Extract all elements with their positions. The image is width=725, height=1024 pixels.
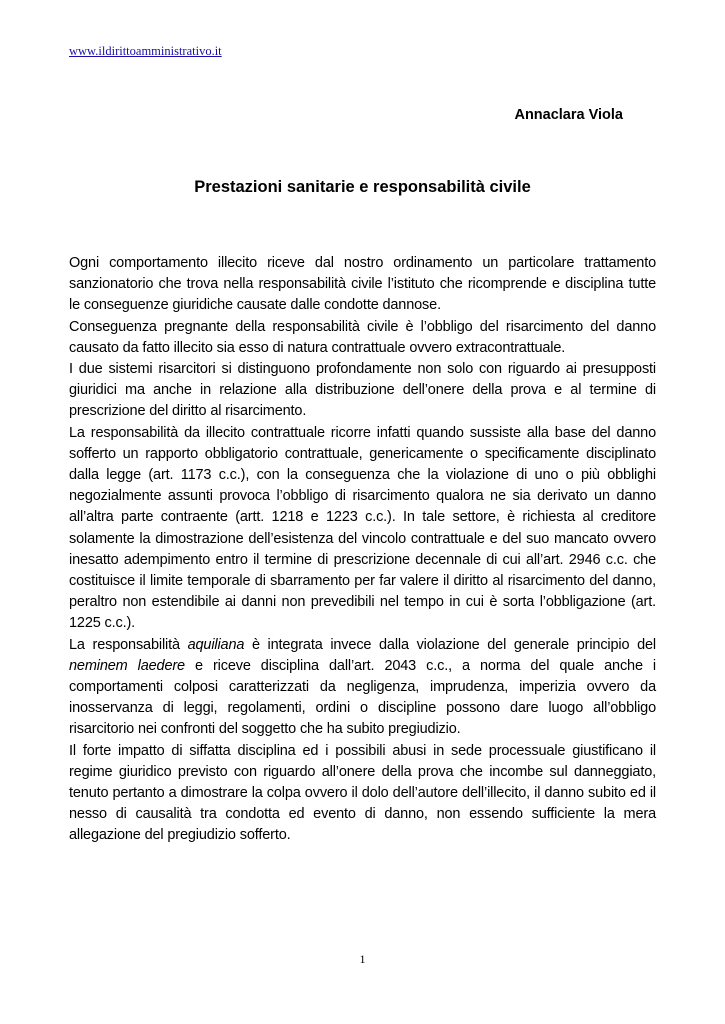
italic-term: neminem laedere <box>69 657 185 674</box>
body-paragraph <box>69 359 656 423</box>
paragraph-text: Ogni comportamento illecito riceve dal nostro ordinamento un particolare trattamento sanzionatorio che trova nella responsabilità civile l’istituto che ricomprende e disciplina tutte le conseguenze giuridiche causate dalle condotte dannose. <box>69 255 656 314</box>
italic-term: aquiliana <box>187 636 245 653</box>
author-name: Annaclara Viola <box>514 107 623 123</box>
site-link[interactable]: www.ildirittoamministrativo.it <box>69 44 222 58</box>
document-body <box>69 253 656 847</box>
body-paragraph <box>69 423 656 635</box>
paragraph-text: Il forte impatto di siffatta disciplina ed i possibili abusi in sede processuale giustificano il regime giuridico previsto con riguardo all’onere della prova che incombe sul danneggiato, tenuto pertanto a dimostrare la colpa ovvero il dolo dell’autore dell’illecito, il danno subito ed il nesso di causalità tra condotta ed evento di danno, non essendo sufficiente la mera allegazione del pregiudizio sofferto. <box>69 742 656 844</box>
paragraph-text: I due sistemi risarcitori si distinguono profondamente non solo con riguardo ai presupposti giuridici ma anche in relazione alla distribuzione dell’onere della prova e al termine di prescrizione del diritto al risarcimento. <box>69 361 656 420</box>
paragraph-text: è integrata invece dalla violazione del generale principio del <box>244 636 656 653</box>
paragraph-text: Conseguenza pregnante della responsabilità civile è l’obbligo del risarcimento del danno causato da fatto illecito sia esso di natura contrattuale ovvero extracontrattuale. <box>69 318 656 356</box>
body-paragraph <box>69 635 656 741</box>
body-paragraph <box>69 741 656 847</box>
body-paragraph <box>69 253 656 317</box>
page-number: 1 <box>359 952 366 966</box>
paragraph-text: La responsabilità da illecito contrattuale ricorre infatti quando sussiste alla base del danno sofferto un rapporto obbligatorio contrattuale, genericamente o specificamente disciplinato dalla legge (art. 1173 c.c.), con la conseguenza che la violazione di uno o più obblighi negozialmente assunti provoca l’obbligo di risarcimento qualora ne sia derivato un danno all’altra parte contraente (artt. 1218 e 1223 c.c.). In tale settore, è richiesta al creditore solamente la dimostrazione dell’esistenza del vincolo contrattuale e del suo mancato ovvero inesatto adempimento entro il termine di prescrizione decennale di cui all’art. 2946 c.c. che costituisce il limite temporale di sbarramento per far valere il diritto al risarcimento del danno, peraltro non estendibile ai danni non prevedibili nel tempo in cui è sorta l’obbligazione (art. 1225 c.c.). <box>69 424 656 632</box>
document-title: Prestazioni sanitarie e responsabilità civile <box>194 178 531 196</box>
body-paragraph <box>69 317 656 359</box>
paragraph-text: e riceve disciplina dall’art. 2043 c.c., a norma del quale anche i comportamenti colposi caratterizzati da negligenza, imprudenza, imperizia ovvero da inosservanza di leggi, regolamenti, ordini o discipline possono dare luogo all’obbligo risarcitorio nei confronti del soggetto che ha subito pregiudizio. <box>69 657 657 738</box>
paragraph-text: La responsabilità <box>69 636 188 653</box>
